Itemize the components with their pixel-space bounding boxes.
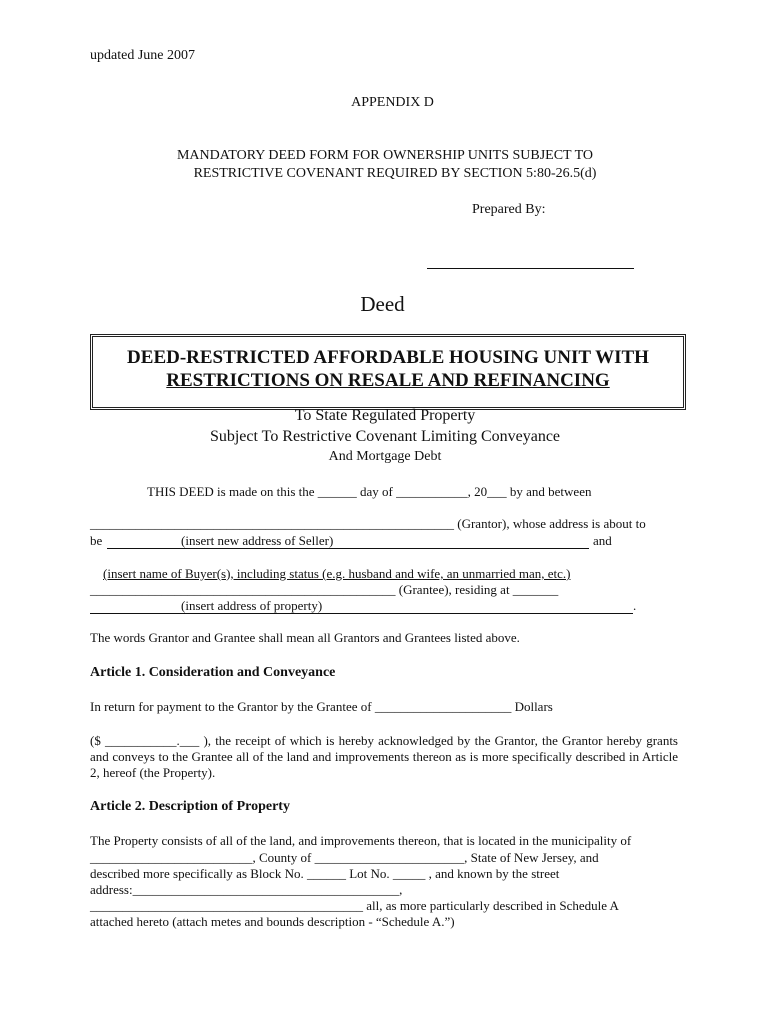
grantor-grantee-definition: The words Grantor and Grantee shall mean all Grantors and Grantees listed above.	[90, 630, 520, 645]
article1-heading: Article 1. Consideration and Conveyance	[90, 665, 336, 680]
updated-date: updated June 2007	[90, 48, 195, 63]
be-text: be	[90, 533, 103, 548]
article2-heading: Article 2. Description of Property	[90, 799, 290, 814]
restriction-box	[90, 334, 686, 410]
property-desc-line2: _________________________, County of _______________________, State of New Jersey, and	[90, 850, 599, 865]
subtitle-line1: To State Regulated Property	[294, 407, 476, 424]
grantor-line: ________________________________________________________ (Grantor), whose address is about to	[90, 516, 646, 531]
seller-address-hint: (insert new address of Seller)	[181, 533, 334, 548]
deed-title: Deed	[360, 292, 405, 316]
property-desc-line4: address:_________________________________________,	[90, 882, 403, 897]
preparer-signature-line	[427, 268, 634, 269]
prepared-by-label: Prepared By:	[472, 202, 546, 217]
period-mark: .	[633, 598, 637, 613]
property-desc-line3: described more specifically as Block No. ______ Lot No. _____ , and known by the street	[90, 866, 560, 881]
seller-address-underline	[107, 548, 589, 549]
receipt-paragraph: ($ ___________.___ ), the receipt of which is hereby acknowledged by the Grantor, the Grantor hereby grants and conveys to the Grantee all of the land and improvements thereon as is more specifically described in Article 2, hereof (the Property).	[90, 733, 678, 780]
and-text: and	[593, 533, 612, 548]
grantee-line: _______________________________________________ (Grantee), residing at _______	[90, 582, 559, 597]
form-title-line1: MANDATORY DEED FORM FOR OWNERSHIP UNITS SUBJECT TO	[176, 148, 594, 163]
buyer-name-hint: (insert name of Buyer(s), including status (e.g. husband and wife, an unmarried man, etc.)	[103, 566, 571, 581]
appendix-label: APPENDIX D	[351, 95, 434, 110]
box-title-line1: DEED-RESTRICTED AFFORDABLE HOUSING UNIT WITH	[127, 347, 649, 368]
payment-line: In return for payment to the Grantor by the Grantee of _____________________ Dollars	[90, 699, 553, 714]
property-desc-line6: attached hereto (attach metes and bounds description - “Schedule A.”)	[90, 914, 455, 929]
property-address-underline	[90, 613, 633, 614]
property-address-hint: (insert address of property)	[181, 598, 323, 613]
deed-date-line: THIS DEED is made on this the ______ day of ___________, 20___ by and between	[147, 484, 592, 499]
subtitle-line3: And Mortgage Debt	[328, 449, 442, 464]
property-desc-line1: The Property consists of all of the land, and improvements thereon, that is located in the municipality of	[90, 833, 632, 848]
box-title-line2: RESTRICTIONS ON RESALE AND REFINANCING	[166, 370, 610, 391]
form-title-line2: RESTRICTIVE COVENANT REQUIRED BY SECTION 5:80-26.5(d)	[193, 166, 597, 181]
property-desc-line5: __________________________________________ all, as more particularly described in Schedule A	[90, 898, 619, 913]
subtitle-line2: Subject To Restrictive Covenant Limiting Conveyance	[209, 428, 561, 445]
